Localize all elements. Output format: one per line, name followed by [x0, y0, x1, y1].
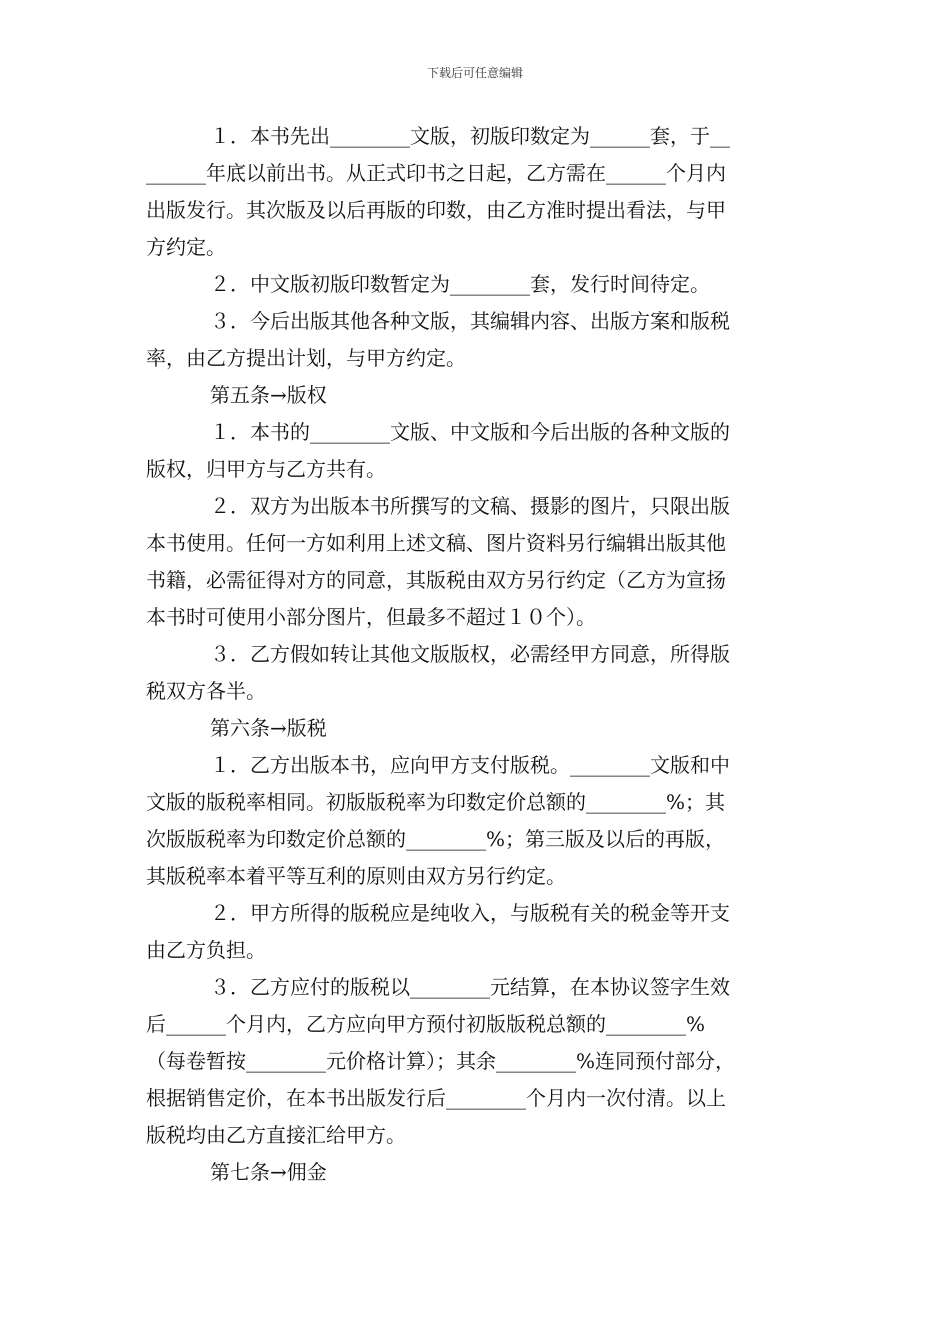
paragraph-line: １．本书先出________文版，初版印数定为______套，于__ — [210, 124, 730, 148]
paragraph-line: ３．乙方假如转让其他文版版权，必需经甲方同意，所得版 — [210, 642, 730, 666]
paragraph-line: 方约定。 — [146, 235, 226, 259]
paragraph-line: ______年底以前出书。从正式印书之日起，乙方需在______个月内 — [146, 161, 726, 185]
paragraph-line: 根据销售定价，在本书出版发行后________个月内一次付清。以上 — [146, 1086, 726, 1110]
paragraph-line: 率，由乙方提出计划，与甲方约定。 — [146, 346, 466, 370]
section-heading: 第六条→版税 — [210, 716, 327, 740]
paragraph-line: ２．双方为出版本书所撰写的文稿、摄影的图片，只限出版 — [210, 494, 730, 518]
paragraph-line: 本书使用。任何一方如利用上述文稿、图片资料另行编辑出版其他 — [146, 531, 726, 555]
paragraph-line: 由乙方负担。 — [146, 938, 266, 962]
section-heading: 第七条→佣金 — [210, 1160, 327, 1184]
section-heading: 第五条→版权 — [210, 383, 327, 407]
paragraph-line: ２．中文版初版印数暂定为________套，发行时间待定。 — [210, 272, 710, 296]
paragraph-line: 版权，归甲方与乙方共有。 — [146, 457, 386, 481]
document-body — [146, 118, 811, 1191]
paragraph-line: 其版税率本着平等互利的原则由双方另行约定。 — [146, 864, 566, 888]
paragraph-line: 出版发行。其次版及以后再版的印数，由乙方准时提出看法，与甲 — [146, 198, 726, 222]
paragraph-line: 版税均由乙方直接汇给甲方。 — [146, 1123, 406, 1147]
paragraph-line: ３．今后出版其他各种文版，其编辑内容、出版方案和版税 — [210, 309, 730, 333]
paragraph-line: １．乙方出版本书，应向甲方支付版税。________文版和中 — [210, 753, 730, 777]
paragraph-line: 本书时可使用小部分图片，但最多不超过１０个）。 — [146, 605, 596, 629]
paragraph-line: ２．甲方所得的版税应是纯收入，与版税有关的税金等开支 — [210, 901, 730, 925]
paragraph-line: 后______个月内，乙方应向甲方预付初版版税总额的________% — [146, 1012, 706, 1036]
paragraph-line: 次版版税率为印数定价总额的________%；第三版及以后的再版， — [146, 827, 726, 851]
paragraph-line: 税双方各半。 — [146, 679, 266, 703]
page-header: 下载后可任意编辑 — [426, 66, 523, 80]
paragraph-line: 文版的版税率相同。初版版税率为印数定价总额的________%；其 — [146, 790, 726, 814]
paragraph-line: ３．乙方应付的版税以________元结算，在本协议签字生效 — [210, 975, 730, 999]
paragraph-line: （每卷暂按________元价格计算）；其余________%连同预付部分， — [146, 1049, 736, 1073]
paragraph-line: 书籍，必需征得对方的同意，其版税由双方另行约定（乙方为宣扬 — [146, 568, 726, 592]
paragraph-line: １．本书的________文版、中文版和今后出版的各种文版的 — [210, 420, 730, 444]
